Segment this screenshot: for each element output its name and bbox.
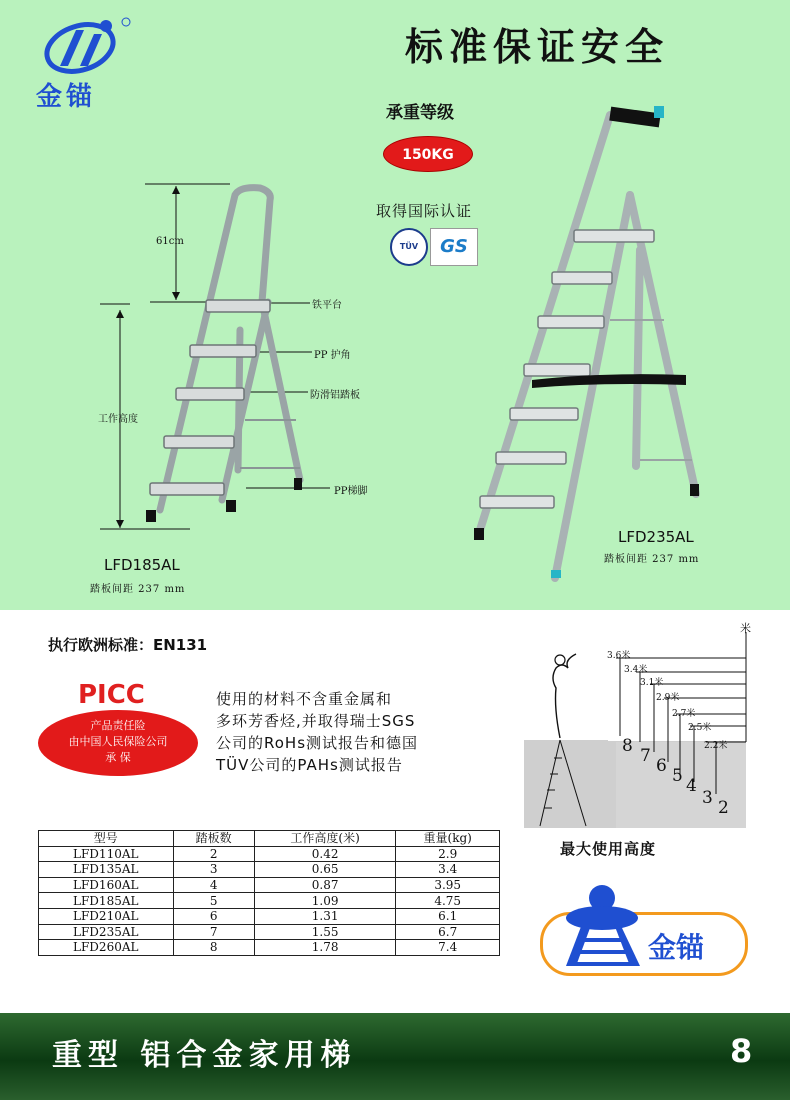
cell-steps: 4 [173, 877, 254, 893]
cell-steps: 6 [173, 908, 254, 924]
tread-callout: 防滑铝踏板 [310, 390, 360, 401]
cell-steps: 2 [173, 846, 254, 862]
description-line: 使用的材料不含重金属和 [216, 690, 393, 708]
height-label: 2.5米 [688, 723, 712, 733]
picc-insurance-badge [38, 710, 198, 776]
picc-title: PICC [78, 680, 145, 710]
small-ladder-model: LFD185AL [104, 556, 180, 574]
table-row [39, 908, 500, 924]
cell-model: LFD260AL [39, 940, 174, 956]
description-line: TÜV公司的PAHs测试报告 [216, 756, 403, 774]
header-model: 型号 [39, 831, 174, 847]
standard-label: 执行欧洲标准：EN131 [48, 636, 208, 654]
table-row [39, 924, 500, 940]
table-row [39, 893, 500, 909]
pp-corner-callout: PP 护角 [314, 350, 351, 361]
footer-title: 重型 铝合金家用梯 [52, 1038, 357, 1073]
picc-line: 由中国人民保险公司 [68, 735, 168, 748]
load-rating-badge: 150KG [383, 136, 473, 172]
gs-cert-icon: GS [430, 228, 478, 266]
cell-steps: 7 [173, 924, 254, 940]
step-count-label: 7 [640, 746, 651, 766]
table-header-row [39, 831, 500, 847]
max-height-diagram [520, 618, 770, 833]
cell-weight: 3.4 [396, 862, 500, 878]
cell-model: LFD135AL [39, 862, 174, 878]
brand-badge-text: 金锚 [648, 931, 705, 964]
table-row [39, 862, 500, 878]
headline: 标准保证安全 [405, 24, 670, 69]
cell-height: 1.55 [254, 924, 396, 940]
brand-name: 金锚 [36, 82, 97, 112]
height-label: 3.1米 [640, 678, 664, 688]
table-row [39, 846, 500, 862]
certification-title: 取得国际认证 [376, 202, 473, 220]
spec-table [38, 830, 500, 956]
height-label: 2.9米 [656, 693, 680, 703]
cell-height: 0.42 [254, 846, 396, 862]
step-count-label: 6 [656, 756, 667, 776]
cell-model: LFD160AL [39, 877, 174, 893]
height-label: 2.7米 [672, 709, 696, 719]
working-height-label: 工作高度 [98, 414, 138, 425]
small-ladder-tread-spacing: 踏板间距 237 mm [90, 584, 186, 595]
cell-height: 1.78 [254, 940, 396, 956]
feet-callout: PP梯脚 [334, 486, 368, 497]
header-steps: 踏板数 [173, 831, 254, 847]
description-line: 公司的RoHs测试报告和德国 [216, 734, 419, 752]
cell-steps: 8 [173, 940, 254, 956]
cell-height: 1.09 [254, 893, 396, 909]
step-count-label: 3 [702, 788, 713, 808]
large-ladder-model: LFD235AL [618, 528, 694, 546]
description-line: 多环芳香烃,并取得瑞士SGS [216, 712, 416, 730]
cell-model: LFD235AL [39, 924, 174, 940]
step-count-label: 8 [622, 736, 633, 756]
picc-line: 产品责任险 [90, 719, 146, 732]
large-ladder-tread-spacing: 踏板间距 237 mm [604, 554, 700, 565]
ladder-mascot-icon [560, 884, 646, 968]
cell-height: 0.87 [254, 877, 396, 893]
material-description [216, 688, 418, 776]
picc-line: 承 保 [105, 751, 131, 764]
table-row [39, 940, 500, 956]
max-height-caption: 最大使用高度 [560, 840, 657, 858]
step-count-label: 4 [686, 776, 697, 796]
cell-steps: 3 [173, 862, 254, 878]
height-label: 2.2米 [704, 741, 728, 751]
cell-steps: 5 [173, 893, 254, 909]
cell-weight: 4.75 [396, 893, 500, 909]
cell-weight: 6.7 [396, 924, 500, 940]
cell-model: LFD210AL [39, 908, 174, 924]
height-label: 3.4米 [624, 665, 648, 675]
cell-model: LFD110AL [39, 846, 174, 862]
cell-weight: 6.1 [396, 908, 500, 924]
load-rating-title: 承重等级 [386, 103, 454, 123]
cell-height: 1.31 [254, 908, 396, 924]
platform-callout: 铁平台 [312, 300, 342, 311]
page-number: 8 [730, 1032, 753, 1070]
step-count-label: 5 [672, 766, 683, 786]
cell-weight: 2.9 [396, 846, 500, 862]
height-unit-label: 米 [740, 622, 751, 635]
cell-weight: 7.4 [396, 940, 500, 956]
height-label: 3.6米 [607, 651, 631, 661]
table-row [39, 877, 500, 893]
cell-height: 0.65 [254, 862, 396, 878]
header-weight: 重量(kg) [396, 831, 500, 847]
cell-weight: 3.95 [396, 877, 500, 893]
platform-height-label: 61cm [156, 236, 184, 247]
cell-model: LFD185AL [39, 893, 174, 909]
header-height: 工作高度(米) [254, 831, 396, 847]
tuv-cert-icon: TÜV [390, 228, 428, 266]
step-count-label: 2 [718, 798, 729, 818]
